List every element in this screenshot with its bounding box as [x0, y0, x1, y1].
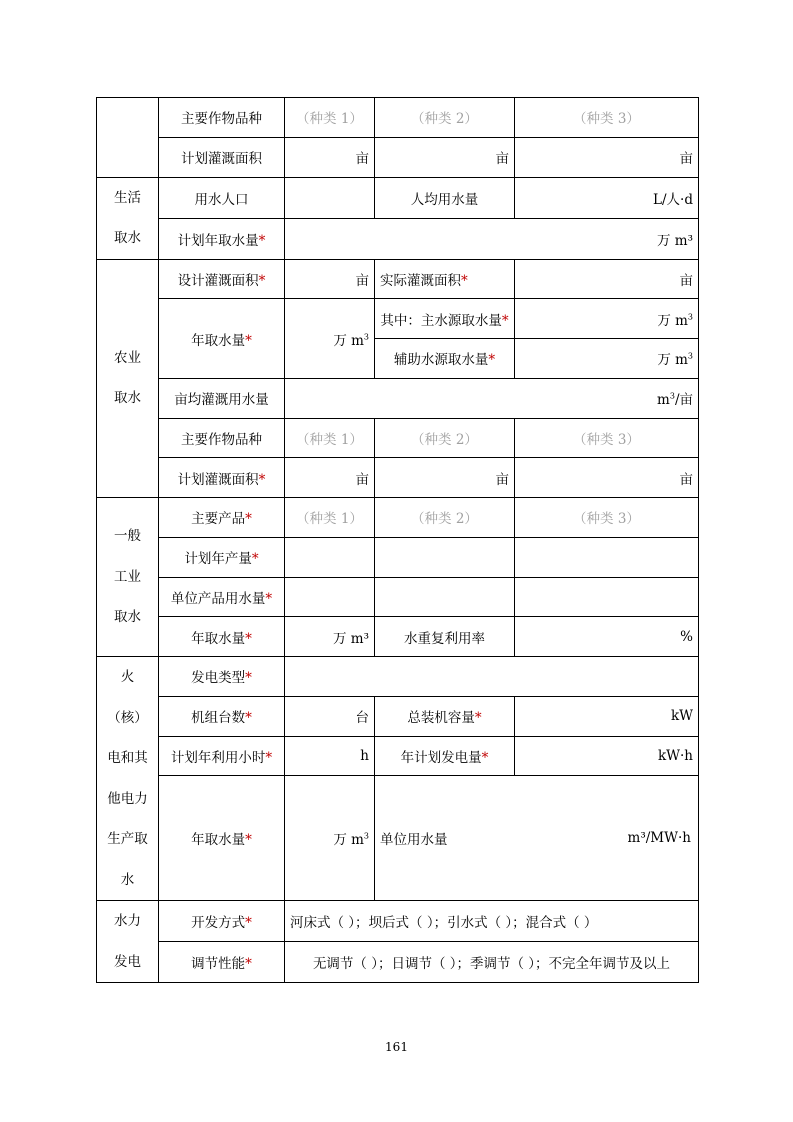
required-mark: *	[258, 471, 266, 488]
design-area-input[interactable]: 亩	[285, 259, 375, 299]
unit-superscript: 3	[687, 351, 693, 361]
field-label-annual-intake	[159, 776, 285, 901]
field-label-design-area	[159, 259, 285, 299]
main-source-input[interactable]	[515, 299, 699, 339]
aux-source-input[interactable]	[515, 339, 699, 379]
field-label-dev-mode	[159, 901, 285, 942]
field-label-population: 用水人口	[159, 177, 285, 218]
annual-intake-input[interactable]: 万 m³	[285, 617, 375, 657]
output-input-1[interactable]	[285, 537, 375, 577]
required-mark: *	[265, 590, 273, 607]
unit-water-unit: m³/MW·h	[627, 830, 691, 847]
annual-intake-input[interactable]	[285, 299, 375, 379]
per-capita-input[interactable]: L/人·d	[515, 177, 699, 218]
field-label-generation	[375, 736, 515, 776]
reuse-rate-input[interactable]: %	[515, 617, 699, 657]
hours-input[interactable]: h	[285, 736, 375, 776]
label-text: 设计灌溉面积	[177, 272, 259, 289]
crop-type-1[interactable]: （种类 1）	[285, 418, 375, 458]
regulation-options[interactable]: 无调节（ ）；日调节（ ）；季调节（ ）；不完全年调节及以上	[285, 942, 699, 983]
unit-water-cell[interactable]	[375, 776, 699, 901]
section-label-line: 他电力	[107, 790, 148, 807]
table-row	[97, 218, 699, 259]
label-text: 年取水量	[191, 832, 246, 849]
per-mu-input[interactable]	[285, 378, 699, 418]
table-row	[97, 498, 699, 538]
unit-water-input-3[interactable]	[515, 577, 699, 617]
section-label-power	[97, 657, 159, 901]
field-label-annual-plan	[159, 218, 285, 259]
required-mark: *	[245, 511, 252, 528]
required-mark: *	[245, 832, 252, 849]
label-text: 计划灌溉面积	[177, 471, 259, 488]
label-text: 计划年利用小时	[170, 749, 266, 766]
field-label-gen-type	[159, 657, 285, 697]
field-label-capacity	[375, 696, 515, 736]
dev-mode-options[interactable]: 河床式（ ）；坝后式（ ）；引水式（ ）；混合式（ ）	[285, 901, 699, 942]
required-mark: *	[265, 749, 273, 766]
required-mark: *	[245, 670, 252, 687]
table-row	[97, 378, 699, 418]
section-label-line: 电和其	[107, 750, 148, 766]
unit-water-input-1[interactable]	[285, 577, 375, 617]
table-row	[97, 901, 699, 942]
table-row	[97, 537, 699, 577]
required-mark: *	[474, 710, 482, 727]
table-row	[97, 696, 699, 736]
label-text: 其中：主水源取水量	[380, 312, 502, 329]
population-input[interactable]	[285, 177, 375, 218]
field-label-reuse-rate: 水重复利用率	[375, 617, 515, 657]
required-mark: *	[501, 312, 509, 329]
field-label-planned-area	[159, 458, 285, 498]
table-row	[97, 776, 699, 861]
field-label-regulation	[159, 942, 285, 983]
section-label-line: 生活	[114, 189, 141, 206]
section-label-industry	[97, 498, 159, 657]
annual-intake-input[interactable]	[285, 776, 375, 901]
required-mark: *	[488, 352, 496, 369]
section-label-line: 取水	[114, 390, 141, 407]
gen-type-input[interactable]	[285, 657, 699, 697]
section-label-line: 发电	[114, 953, 141, 970]
label-text: 年计划发电量	[400, 749, 482, 766]
label-text: 机组台数	[191, 710, 246, 727]
product-type-3[interactable]: （种类 3）	[515, 498, 699, 538]
required-mark: *	[245, 710, 252, 727]
required-mark: *	[258, 272, 266, 289]
unit-text: 万 m	[333, 832, 364, 849]
required-mark: *	[245, 630, 252, 647]
required-mark: *	[461, 272, 468, 289]
table-row	[97, 98, 699, 138]
label-text: 计划年产量	[184, 551, 252, 568]
annual-plan-input[interactable]: 万 m³	[285, 218, 699, 259]
label-text: 年取水量	[191, 630, 246, 647]
required-mark: *	[258, 232, 266, 249]
section-label-line: （核）	[107, 709, 148, 726]
required-mark: *	[251, 551, 259, 568]
field-label-per-capita: 人均用水量	[375, 177, 515, 218]
label-text: 辅助水源取水量	[393, 352, 489, 369]
table-row	[97, 942, 699, 983]
required-mark: *	[245, 332, 252, 349]
field-label-main-source	[375, 299, 515, 339]
field-label-per-mu: 亩均灌溉用水量	[159, 378, 285, 418]
unit-superscript: 3	[687, 312, 693, 322]
field-label-annual-intake	[159, 299, 285, 379]
actual-area-input[interactable]: 亩	[515, 259, 699, 299]
unit-superscript: 3	[669, 391, 675, 401]
section-label-line: 火	[120, 669, 135, 685]
crop-type-1[interactable]: （种类 1）	[285, 98, 375, 138]
planned-area-1[interactable]: 亩	[285, 458, 375, 498]
label-text: 单位产品用水量	[170, 590, 266, 607]
field-label-aux-source	[375, 339, 515, 379]
section-label-domestic	[97, 177, 159, 259]
field-label-unit-water	[159, 577, 285, 617]
section-label-line: 取水	[114, 230, 141, 246]
planned-area-3[interactable]: 亩	[515, 137, 699, 177]
section-label-line: 农业	[114, 349, 141, 366]
table-row	[97, 177, 699, 218]
required-mark: *	[245, 915, 252, 931]
field-label-main-crop: 主要作物品种	[159, 418, 285, 458]
table-row	[97, 657, 699, 697]
label-text: 主要产品	[191, 511, 246, 528]
unit-text: m	[657, 392, 670, 409]
field-label-units	[159, 696, 285, 736]
crop-type-3[interactable]: （种类 3）	[515, 98, 699, 138]
section-label-agriculture	[97, 259, 159, 498]
unit-water-input-2[interactable]	[375, 577, 515, 617]
units-input[interactable]: 台	[285, 696, 375, 736]
field-label-unit-water: 单位用水量	[380, 832, 448, 849]
label-text: 总装机容量	[407, 710, 475, 727]
output-input-3[interactable]	[515, 537, 699, 577]
planned-area-2[interactable]: 亩	[375, 137, 515, 177]
section-label-line: 取水	[114, 609, 141, 626]
section-label-line: 工业	[114, 568, 141, 585]
section-label-line: 水	[120, 871, 135, 888]
field-label-products	[159, 498, 285, 538]
unit-superscript: 3	[363, 332, 369, 341]
field-label-planned-area: 计划灌溉面积	[159, 137, 285, 177]
field-label-annual-intake	[159, 617, 285, 657]
field-label-main-crop: 主要作物品种	[159, 98, 285, 138]
label-text: 实际灌溉面积	[380, 272, 461, 289]
table-row	[97, 617, 699, 657]
crop-type-2[interactable]: （种类 2）	[375, 418, 515, 458]
field-label-output	[159, 537, 285, 577]
label-text: 年取水量	[191, 332, 246, 349]
page-number: 161	[385, 1040, 408, 1054]
label-text: 调节性能	[191, 956, 246, 972]
section-label-empty	[97, 98, 159, 178]
field-label-hours	[159, 736, 285, 776]
section-label-hydro	[97, 901, 159, 983]
generation-input[interactable]: kW·h	[515, 736, 699, 776]
table-row	[97, 137, 699, 177]
label-text: 发电类型	[191, 670, 246, 687]
label-text: 开发方式	[191, 915, 246, 931]
table-row	[97, 736, 699, 776]
label-text: 计划年取水量	[177, 232, 259, 249]
planned-area-2[interactable]: 亩	[375, 458, 515, 498]
table-row	[97, 458, 699, 498]
table-row	[97, 299, 699, 339]
table-row	[97, 418, 699, 458]
crop-type-3[interactable]: （种类 3）	[515, 418, 699, 458]
planned-area-3[interactable]: 亩	[515, 458, 699, 498]
field-label-actual-area	[375, 259, 515, 299]
product-type-2[interactable]: （种类 2）	[375, 498, 515, 538]
section-label-line: 生产取	[107, 831, 148, 847]
required-mark: *	[245, 956, 252, 972]
crop-type-2[interactable]: （种类 2）	[375, 98, 515, 138]
water-intake-form-table	[96, 97, 699, 983]
unit-superscript: 3	[363, 831, 369, 841]
section-label-line: 水力	[114, 913, 141, 929]
planned-area-1[interactable]: 亩	[285, 137, 375, 177]
unit-text: 万 m	[333, 332, 364, 349]
section-label-line: 一般	[114, 528, 141, 545]
unit-text: /亩	[674, 392, 693, 409]
table-row	[97, 259, 699, 299]
output-input-2[interactable]	[375, 537, 515, 577]
product-type-1[interactable]: （种类 1）	[285, 498, 375, 538]
unit-text: 万 m	[657, 352, 688, 369]
capacity-input[interactable]: kW	[515, 696, 699, 736]
table-row	[97, 577, 699, 617]
unit-text: 万 m	[657, 312, 688, 329]
required-mark: *	[481, 749, 489, 766]
